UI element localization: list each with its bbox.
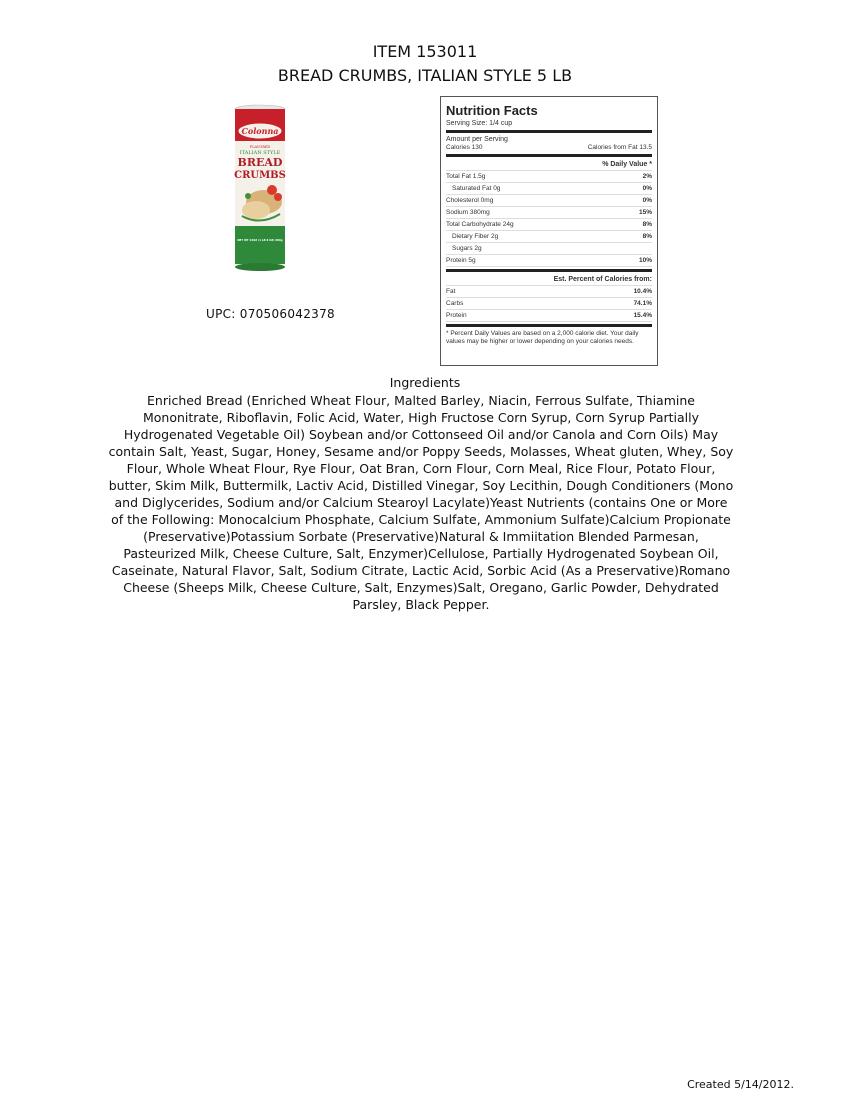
- calories-from-fat: Calories from Fat 13.5: [587, 144, 652, 151]
- daily-value-footnote: * Percent Daily Values are based on a 2,000 calorie diet. Your daily values may be higher or lower depending on your calories needs.: [446, 330, 639, 345]
- nutrient-row: Total Carbohydrate 24g 8%: [446, 219, 652, 231]
- divider: [446, 324, 652, 327]
- nutrient-row: Sugars 2g: [446, 243, 652, 255]
- upc-code: UPC: 070506042378: [206, 307, 335, 321]
- calories-from-header: Est. Percent of Calories from:: [446, 274, 652, 286]
- bread-text: BREAD: [237, 156, 283, 169]
- nutrient-row: Protein 5g 10%: [446, 255, 652, 267]
- item-number-heading: ITEM 153011: [372, 42, 478, 61]
- nutrient-row: Sodium 380mg 15%: [446, 207, 652, 219]
- amount-per-serving: Amount per Serving: [446, 136, 508, 143]
- style-text: ITALIAN STYLE: [239, 150, 281, 156]
- divider: [446, 154, 652, 157]
- calorie-source-row: Carbs 74.1%: [446, 298, 652, 310]
- calories: Calories 130: [446, 144, 483, 151]
- ingredients-heading: Ingredients: [389, 375, 461, 390]
- nutrition-facts-title: Nutrition Facts: [446, 103, 538, 118]
- calories-row: [446, 144, 652, 152]
- calorie-source-row: Fat 10.4%: [446, 286, 652, 298]
- nutrient-row: Dietary Fiber 2g 8%: [446, 231, 652, 243]
- flavored-text: FLAVORED: [249, 145, 271, 149]
- net-weight-text: NET WT 24OZ (1 LB 8 OZ) 680g: [237, 239, 283, 242]
- nutrient-row: Saturated Fat 0g 0%: [446, 183, 652, 195]
- crumbs-text: CRUMBS: [234, 170, 286, 181]
- created-date: Created 5/14/2012.: [687, 1078, 794, 1091]
- divider: [446, 130, 652, 133]
- nutrition-facts-panel: [440, 96, 658, 366]
- product-image: [234, 104, 286, 272]
- nutrient-row: Cholesterol 0mg 0%: [446, 195, 652, 207]
- calorie-source-row: Protein 15.4%: [446, 310, 652, 322]
- nutrient-row: Total Fat 1.5g 2%: [446, 171, 652, 183]
- divider: [446, 269, 652, 272]
- brand-text: Colonna: [241, 126, 279, 136]
- ingredients-text: Enriched Bread (Enriched Wheat Flour, Malted Barley, Niacin, Ferrous Sulfate, Thiamine Mononitrate, Riboflavin, Folic Acid, Water, High Fructose Corn Syrup, Corn Syrup Partially Hydrogenated Vegetable Oil) Soybean and/or Cottonseed Oil and/or Canola and Corn Oils) May contain Salt, Yeast, Sugar, Honey, Sesame and/or Poppy Seeds, Molasses, Wheat gluten, Whey, Soy Flour, Whole Wheat Flour, Rye Flour, Oat Bran, Corn Flour, Corn Meal, Rice Flour, Potato Flour, butter, Skim Milk, Buttermilk, Lactiv Acid, Distilled Vinegar, Soy Lecithin, Dough Conditioners (Mono and Diglycerides, Sodium and/or Calcium Stearoyl Lacylate)Yeast Nutrients (contains One or More of the Following: Monocalcium Phosphate, Calcium Sulfate, Ammonium Sulfate)Calcium Propionate (Preservative)Potassium Sorbate (Preservative)Natural & Immiitation Blended Parmesan, Pasteurized Milk, Cheese Culture, Salt, Enzymer)Cellulose, Partially Hydrogenated Soybean Oil, Caseinate, Natural Flavor, Salt, Sodium Citrate, Lactic Acid, Sorbic Acid (As a Preservative)Romano Cheese (Sheeps Milk, Cheese Culture, Salt, Enzymes)Salt, Oregano, Garlic Powder, Dehydrated Parsley, Black Pepper.: [108, 393, 734, 612]
- product-name-heading: BREAD CRUMBS, ITALIAN STYLE 5 LB: [277, 66, 573, 85]
- serving-size: Serving Size: 1/4 cup: [446, 120, 513, 127]
- daily-value-header: % Daily Value *: [446, 159, 652, 171]
